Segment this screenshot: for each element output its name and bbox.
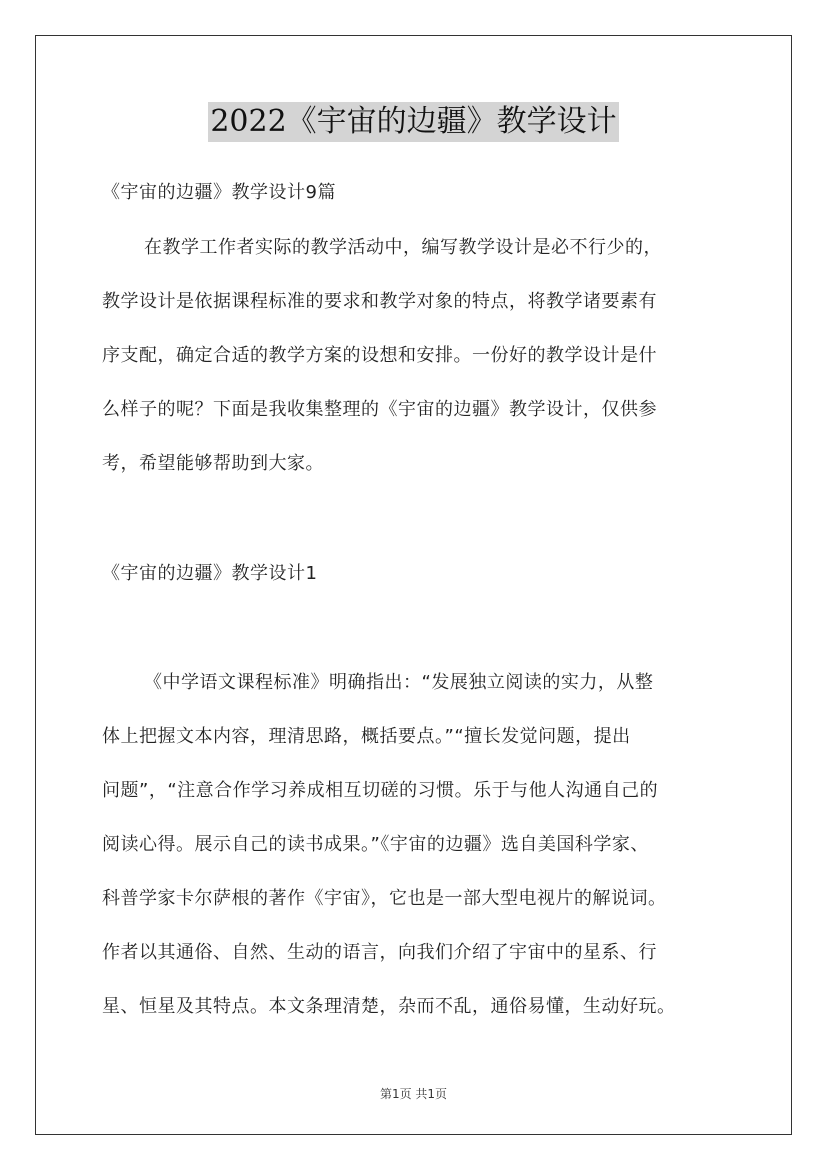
intro-line: 在教学工作者实际的教学活动中，编写教学设计是必不行少的，: [144, 237, 662, 258]
body-line: 《中学语文课程标准》明确指出：“发展独立阅读的实力，从整: [144, 672, 654, 693]
section-heading: 《宇宙的边疆》教学设计1: [102, 563, 318, 584]
body-line: 体上把握文本内容，理清思路，概括要点。”“擅长发觉问题，提出: [102, 726, 631, 747]
intro-line: 序支配，确定合适的教学方案的设想和安排。一份好的教学设计是什: [102, 345, 657, 366]
page-footer: 第1页 共1页: [379, 1087, 448, 1101]
intro-line: 考，希望能够帮助到大家。: [102, 453, 324, 474]
body-line: 科普学家卡尔萨根的著作《宇宙》，它也是一部大型电视片的解说词。: [102, 888, 667, 909]
document-subtitle: 《宇宙的边疆》教学设计9篇: [102, 182, 336, 203]
body-line: 阅读心得。展示自己的读书成果。”《宇宙的边疆》选自美国科学家、: [102, 834, 649, 855]
intro-line: 么样子的呢？下面是我收集整理的《宇宙的边疆》教学设计，仅供参: [102, 399, 657, 420]
title-container: [0, 102, 827, 142]
intro-line: 教学设计是依据课程标准的要求和教学对象的特点，将教学诸要素有: [102, 291, 657, 312]
document-title: 2022《宇宙的边疆》教学设计: [208, 102, 618, 142]
body-line: 星、恒星及其特点。本文条理清楚，杂而不乱，通俗易懂，生动好玩。: [102, 996, 676, 1017]
body-line: 作者以其通俗、自然、生动的语言，向我们介绍了宇宙中的星系、行: [102, 942, 657, 963]
body-line: 问题”，“注意合作学习养成相互切磋的习惯。乐于与他人沟通自己的: [102, 780, 659, 801]
